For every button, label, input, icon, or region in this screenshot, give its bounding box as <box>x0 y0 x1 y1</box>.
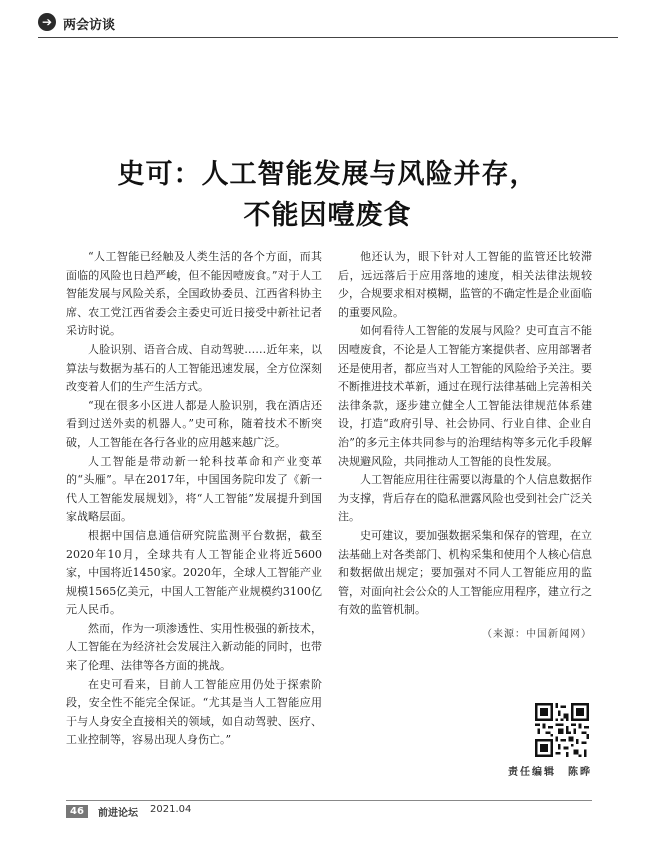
paragraph: 人工智能是带动新一轮科技革命和产业变革的“头雁”。早在2017年，中国国务院印发了《新一代人工智能发展规划》，将“人工智能”发展提升到国家战略层面。 <box>66 454 322 524</box>
issue-date: 2021.04 <box>150 804 192 815</box>
article-title-line1: 史可：人工智能发展与风险并存， <box>117 159 538 190</box>
article-title-line2: 不能因噎废食 <box>243 200 412 231</box>
circle-arrow-icon: ➔ <box>38 13 56 31</box>
page-footer <box>66 800 596 820</box>
article-column-right <box>338 248 592 644</box>
paragraph: 人脸识别、语音合成、自动驾驶……近年来，以算法与数据为基石的人工智能迅速发展，全方位深刻改变着人们的生产生活方式。 <box>66 342 322 394</box>
paragraph: “现在很多小区进人都是人脸识别，我在酒店还看到过送外卖的机器人。”史可称，随着技术不断突破，人工智能在各行各业的应用越来越广泛。 <box>66 398 322 449</box>
paragraph: 他还认为，眼下针对人工智能的监管还比较滞后，远远落后于应用落地的速度，相关法律法规较少，合规要求相对模糊，监管的不确定性是企业面临的重要风险。 <box>338 250 592 319</box>
section-title: 两会访谈 <box>63 18 116 33</box>
qr-code-icon[interactable] <box>535 703 589 757</box>
paragraph: 在史可看来，目前人工智能应用仍处于探索阶段，安全性不能完全保证。“尤其是当人工智能应用于与人身安全直接相关的领域，如自动驾驶、医疗、工业控制等，容易出现人身伤亡。” <box>66 677 322 747</box>
paragraph: 根据中国信息通信研究院监测平台数据，截至2020年10月，全球共有人工智能企业将近5600家，中国将近1450家。2020年，全球人工智能产业规模1565亿美元，中国人工智能产业规模约3100亿元人民币。 <box>66 528 322 617</box>
page-number: 46 <box>66 805 88 818</box>
footer-divider <box>66 800 592 801</box>
paragraph: 人工智能应用往往需要以海量的个人信息数据作为支撑，背后存在的隐私泄露风险也受到社会广泛关注。 <box>338 473 592 524</box>
article-column-left <box>66 248 322 750</box>
paragraph: 史可建议，要加强数据采集和保存的管理，在立法基础上对各类部门、机构采集和使用个人核心信息和数据做出规定；要加强对不同人工智能应用的监管，对面向社会公众的人工智能应用程序，建立行之有效的监管机制。 <box>338 528 592 617</box>
article-source: （来源：中国新闻网） <box>482 628 592 640</box>
paragraph: “人工智能已经触及人类生活的各个方面，而其面临的风险也日趋严峻，但不能因噎废食。”对于人工智能发展与风险关系，全国政协委员、江西省科协主席、农工党江西省委会主委史可近日接受中新社记者采访时说。 <box>66 250 322 338</box>
responsible-editor: 责任编辑 陈晔 <box>508 767 592 778</box>
section-header <box>38 11 618 35</box>
journal-name: 前进论坛 <box>98 808 138 819</box>
paragraph: 然而，作为一项渗透性、实用性极强的新技术，人工智能在为经济社会发展注入新动能的同时，也带来了伦理、法律等各方面的挑战。 <box>66 621 322 673</box>
header-divider <box>38 37 618 38</box>
paragraph: 如何看待人工智能的发展与风险？史可直言不能因噎废食，不论是人工智能方案提供者、应用部署者还是使用者，都应当对人工智能的风险给予关注。要不断推进技术革新，通过在现行法律基础上完善相关法律条款，逐步建立健全人工智能法律规范体系建设，打造“政府引导、社会协同、行业自律、企业自治”的多元主体共同参与的治理结构等多元化手段解决规避风险，共同推动人工智能的良性发展。 <box>338 324 592 468</box>
